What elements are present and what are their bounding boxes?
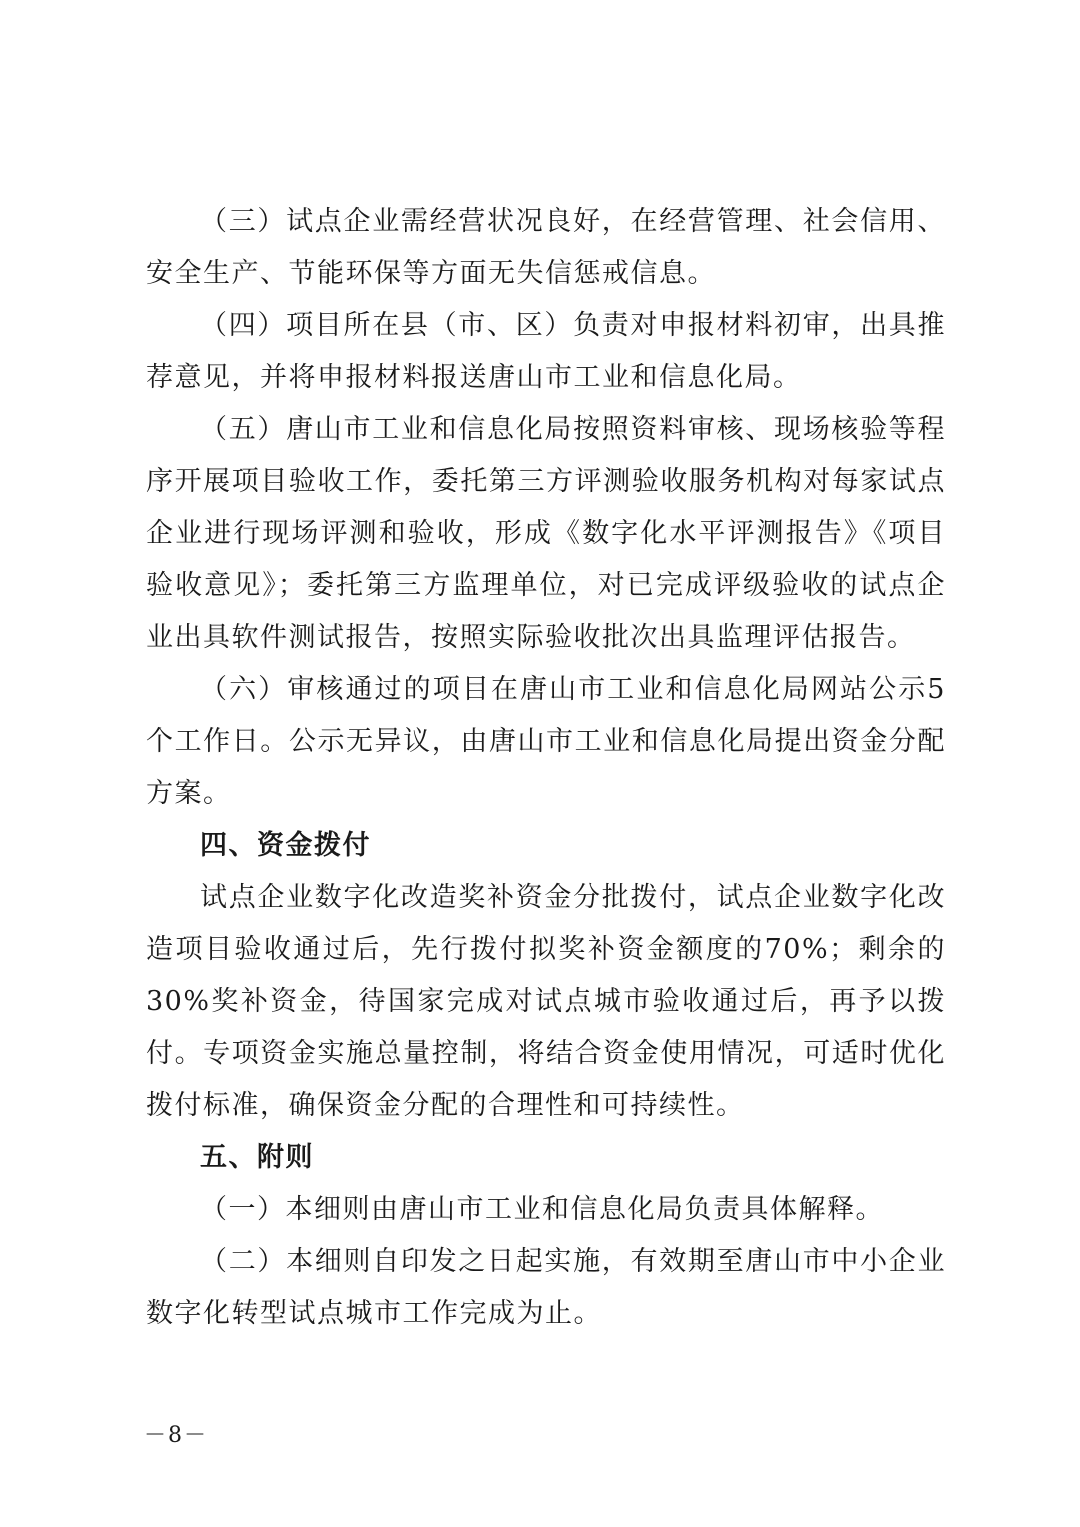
paragraph-liu: （六）审核通过的项目在唐山市工业和信息化局网站公示5个工作日。公示无异议，由唐山市工业和信息化局提出资金分配方案。	[146, 674, 946, 809]
paragraph-san: （三）试点企业需经营状况良好，在经营管理、社会信用、安全生产、节能环保等方面无失信惩戒信息。	[146, 206, 946, 289]
section-heading-fund-disbursement: 四、资金拨付	[200, 830, 371, 861]
page-number: －8－	[144, 1423, 208, 1448]
document-body	[146, 196, 946, 1340]
paragraph-wu: （五）唐山市工业和信息化局按照资料审核、现场核验等程序开展项目验收工作，委托第三方评测验收服务机构对每家试点企业进行现场评测和验收，形成《数字化水平评测报告》《项目验收意见》；委托第三方监理单位，对已完成评级验收的试点企业出具软件测试报告，按照实际验收批次出具监理评估报告。	[146, 414, 946, 653]
paragraph-yi: （一）本细则由唐山市工业和信息化局负责具体解释。	[200, 1194, 884, 1225]
paragraph-fund-disbursement: 试点企业数字化改造奖补资金分批拨付，试点企业数字化改造项目验收通过后，先行拨付拟奖补资金额度的70%；剩余的30%奖补资金，待国家完成对试点城市验收通过后，再予以拨付。专项资金实施总量控制，将结合资金使用情况，可适时优化拨付标准，确保资金分配的合理性和可持续性。	[146, 882, 946, 1121]
section-heading-supplementary-provisions: 五、附则	[200, 1142, 314, 1173]
paragraph-er: （二）本细则自印发之日起实施，有效期至唐山市中小企业数字化转型试点城市工作完成为止。	[146, 1246, 946, 1329]
paragraph-si: （四）项目所在县（市、区）负责对申报材料初审，出具推荐意见，并将申报材料报送唐山市工业和信息化局。	[146, 310, 946, 393]
